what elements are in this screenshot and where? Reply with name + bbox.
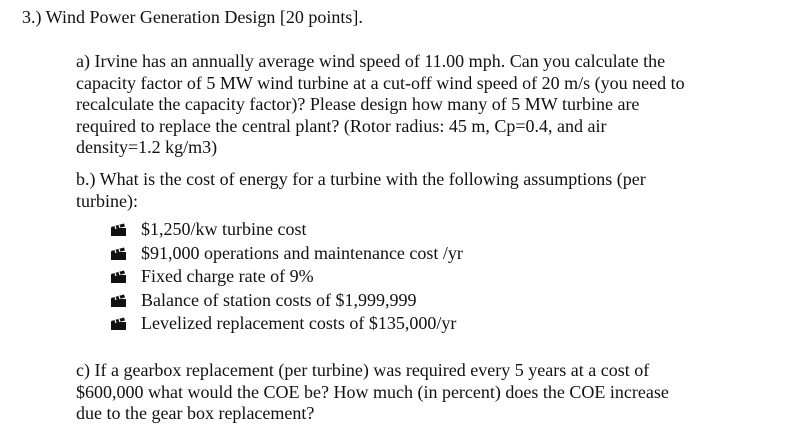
- part-a-line: a) Irvine has an annually average wind speed of 11.00 mph. Can you calculate the: [76, 51, 666, 71]
- question-heading: 3.) Wind Power Generation Design [20 points].: [22, 7, 363, 27]
- part-c-line: due to the gear box replacement?: [76, 403, 315, 423]
- list-item: [110, 265, 463, 289]
- assumption-text: $1,250/kw turbine cost: [141, 219, 307, 239]
- list-item: [110, 312, 463, 336]
- part-c-line: c) If a gearbox replacement (per turbine) was required every 5 years at a cost of: [76, 360, 650, 380]
- list-item: [110, 218, 463, 242]
- clapperboard-icon: [110, 317, 127, 330]
- part-a-line: capacity factor of 5 MW wind turbine at a cut-off wind speed of 20 m/s (you need to: [76, 72, 685, 93]
- assumption-text: $91,000 operations and maintenance cost /yr: [141, 242, 463, 263]
- assumption-text: Balance of station costs of $1,999,999: [141, 289, 417, 310]
- part-b-line: turbine):: [76, 190, 138, 211]
- assumptions-list: [110, 218, 463, 336]
- part-a-text: [76, 51, 685, 159]
- clapperboard-icon: [110, 223, 127, 236]
- part-a-line: required to replace the central plant? (Rotor radius: 45 m, Cp=0.4, and air: [76, 115, 607, 136]
- clapperboard-icon: [110, 247, 127, 260]
- list-item: [110, 289, 463, 313]
- part-c-text: [76, 360, 669, 425]
- part-b-line: b.) What is the cost of energy for a turbine with the following assumptions (per: [76, 169, 646, 189]
- part-a-line: recalculate the capacity factor)? Please design how many of 5 MW turbine are: [76, 94, 640, 114]
- clapperboard-icon: [110, 294, 127, 307]
- assumption-text: Levelized replacement costs of $135,000/yr: [141, 313, 457, 333]
- part-a-line: density=1.2 kg/m3): [76, 137, 218, 157]
- clapperboard-icon: [110, 270, 127, 283]
- assumption-text: Fixed charge rate of 9%: [141, 266, 314, 286]
- list-item: [110, 242, 463, 266]
- part-c-line: $600,000 what would the COE be? How much (in percent) does the COE increase: [76, 381, 669, 402]
- part-b-text: [76, 169, 646, 212]
